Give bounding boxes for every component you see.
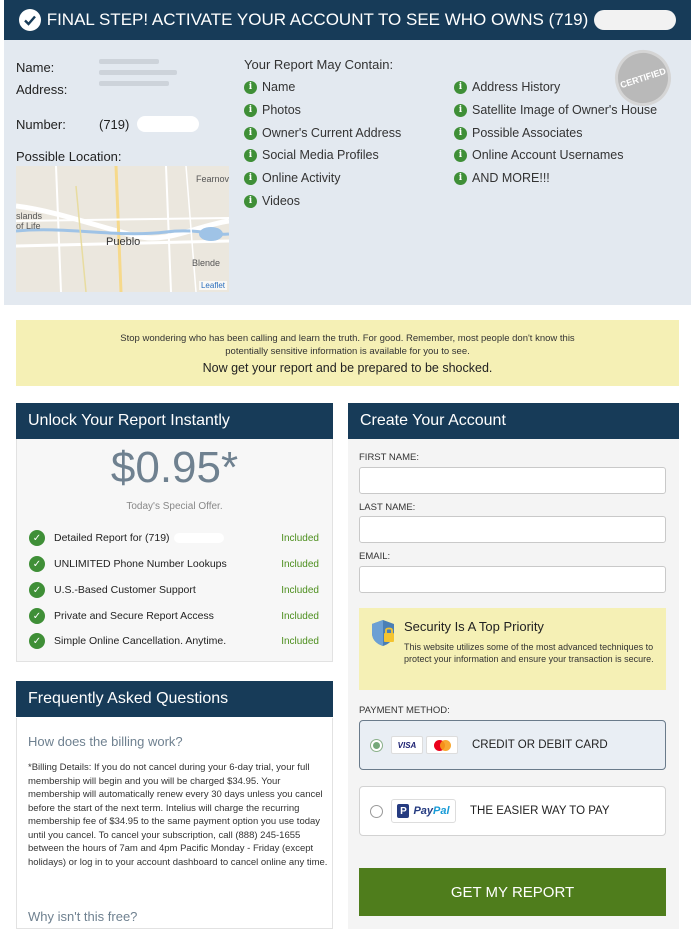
info-icon: i (454, 81, 467, 94)
check-icon: ✓ (29, 530, 45, 546)
info-icon: i (454, 127, 467, 140)
feature-item: i Name (244, 80, 295, 94)
redacted-name (99, 59, 159, 64)
info-icon: i (454, 172, 467, 185)
special-offer-text: Today's Special Offer. (126, 501, 223, 512)
map-label-islands: slands (16, 211, 43, 221)
info-icon: i (244, 149, 257, 162)
redacted-address-line2 (99, 81, 169, 86)
info-icon: i (244, 127, 257, 140)
map-attribution-link[interactable]: Leaflet (200, 281, 225, 290)
check-icon: ✓ (29, 556, 45, 572)
faq-question-free[interactable]: Why isn't this free? (28, 909, 138, 924)
create-account-form (348, 439, 679, 929)
email-input[interactable] (359, 566, 666, 593)
redacted-number-value (137, 116, 199, 132)
location-label: Possible Location: (16, 149, 122, 164)
banner-text: FINAL STEP! ACTIVATE YOUR ACCOUNT TO SEE WHO OWNS (719) (46, 10, 589, 29)
feature-item: i Satellite Image of Owner's House (454, 103, 657, 117)
map-label-fearnov: Fearnov (196, 174, 229, 184)
map-label-blende: Blende (192, 258, 221, 268)
notice-banner (16, 320, 679, 386)
security-notice (359, 608, 666, 690)
check-icon: ✓ (29, 608, 45, 624)
faq-card (16, 718, 333, 929)
card-radio[interactable] (370, 739, 383, 752)
map-label-pueblo: Pueblo (106, 236, 141, 248)
security-description: This website utilizes some of the most advanced techniques to protect your information and ensure your transaction is secure. (404, 642, 654, 664)
payment-method-label: PAYMENT METHOD: (359, 705, 450, 716)
mastercard-icon (426, 736, 458, 754)
unlock-header: Unlock Your Report Instantly (16, 403, 333, 439)
benefit-row: ✓ Simple Online Cancellation. Anytime. Included (29, 633, 319, 649)
faq-question-billing[interactable]: How does the billing work? (28, 734, 183, 749)
feature-item: i Photos (244, 103, 301, 117)
get-my-report-button[interactable]: GET MY REPORT (359, 868, 666, 916)
name-label: Name: (16, 60, 55, 75)
info-icon: i (454, 104, 467, 117)
paypal-option-label: THE EASIER WAY TO PAY (470, 805, 610, 817)
notice-small-text: Stop wondering who has been calling and learn the truth. For good. Remember, most people don't know this potentially sensitive information is available for you to see. (120, 333, 575, 357)
benefit-row: ✓ U.S.-Based Customer Support Included (29, 582, 319, 598)
first-name-input[interactable] (359, 467, 666, 494)
unlock-card (16, 439, 333, 662)
feature-item: i Videos (244, 194, 300, 208)
shield-lock-icon (370, 619, 396, 647)
certified-badge-icon: CERTIFIED (608, 43, 679, 114)
feature-item: i Social Media Profiles (244, 148, 379, 162)
info-icon: i (454, 149, 467, 162)
map-graphic (16, 166, 229, 292)
benefit-row: ✓ UNLIMITED Phone Number Lookups Included (29, 556, 319, 572)
redacted-number (174, 533, 224, 543)
feature-item: i Address History (454, 80, 560, 94)
paypal-mark: P (397, 804, 409, 818)
report-info-panel (4, 40, 691, 305)
price: $0.95* (110, 443, 239, 492)
check-circle-icon (19, 9, 41, 31)
notice-big-text: Now get your report and be prepared to be shocked. (202, 361, 493, 375)
benefit-row: ✓ Detailed Report for (719) Included (29, 530, 319, 546)
redacted-address-line1 (99, 70, 177, 75)
feature-item: i Possible Associates (454, 126, 582, 140)
email-label: EMAIL: (359, 551, 391, 562)
feature-item: i Online Account Usernames (454, 148, 623, 162)
number-label: Number: (16, 117, 66, 132)
map-label-of-life: of Life (16, 221, 41, 231)
payment-option-card[interactable] (359, 720, 666, 770)
feature-item: i Owner's Current Address (244, 126, 401, 140)
info-icon: i (244, 195, 257, 208)
redacted-number (594, 10, 676, 30)
contains-title: Your Report May Contain: (244, 57, 394, 72)
top-banner (4, 0, 691, 40)
number-value: (719) (99, 117, 130, 132)
card-option-label: CREDIT OR DEBIT CARD (472, 739, 608, 751)
check-icon: ✓ (29, 633, 45, 649)
faq-answer-billing: *Billing Details: If you do not cancel during your 6-day trial, your full membership will begin and you will be charged $34.95. Your membership will automatically renew every 30 days unless you cancel before the start of the next term. Intelius will charge the recurring membership fee of $34.95 to the same payment option you use today until you cancel. To cancel your subscription, call (888) 245-1655 between the hours of 7am and 4pm Pacific Monday - Friday (except holidays) or log in to your account dashboard to cancel online any time. (28, 762, 328, 868)
benefit-row: ✓ Private and Secure Report Access Included (29, 608, 319, 624)
first-name-label: FIRST NAME: (359, 452, 419, 463)
payment-option-paypal[interactable] (359, 786, 666, 836)
feature-item: i Online Activity (244, 171, 341, 185)
address-label: Address: (16, 82, 68, 97)
paypal-radio[interactable] (370, 805, 383, 818)
security-title: Security Is A Top Priority (404, 619, 544, 634)
last-name-input[interactable] (359, 516, 666, 543)
info-icon: i (244, 81, 257, 94)
info-icon: i (244, 172, 257, 185)
faq-header: Frequently Asked Questions (16, 681, 333, 717)
visa-icon: VISA (391, 736, 423, 754)
feature-item: i AND MORE!!! (454, 171, 550, 185)
location-map[interactable] (16, 166, 229, 292)
info-icon: i (244, 104, 257, 117)
last-name-label: LAST NAME: (359, 502, 416, 513)
create-account-header: Create Your Account (348, 403, 679, 439)
check-icon: ✓ (29, 582, 45, 598)
paypal-logo-icon: P Pay Pal (391, 799, 456, 823)
